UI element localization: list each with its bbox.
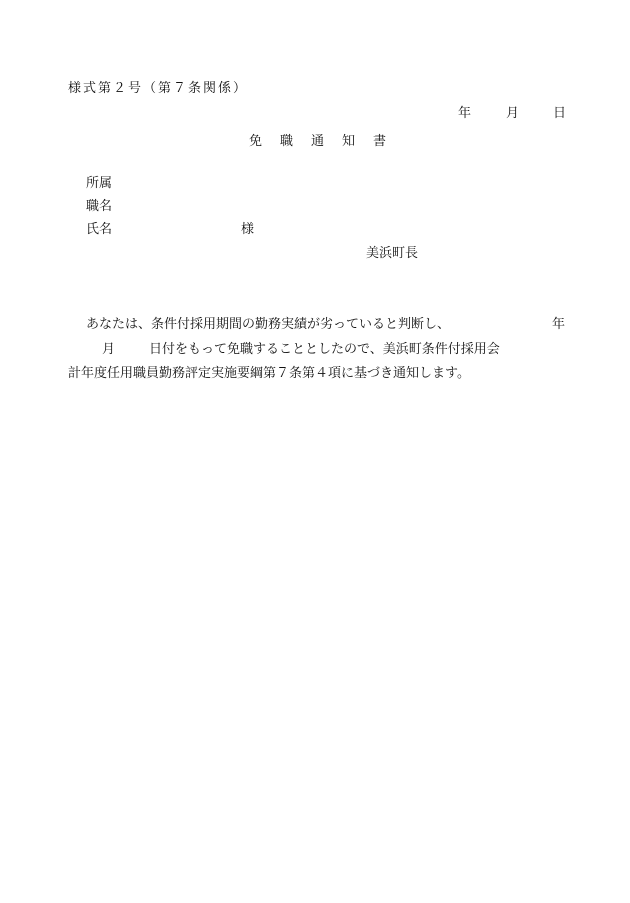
date-year: 年 (458, 106, 472, 121)
name-label: 氏名 (86, 222, 113, 237)
issuer: 美浜町長 (366, 246, 419, 261)
title-char: 職 (280, 134, 294, 149)
title-char: 通 (311, 134, 325, 149)
body-line-3: 計年度任用職員勤務評定実施要綱第７条第４項に基づき通知します。 (68, 366, 470, 381)
title-char: 免 (249, 134, 263, 149)
affiliation-label: 所属 (86, 176, 113, 191)
date-month: 月 (506, 106, 520, 121)
body-line-2-month: 月 (102, 342, 116, 357)
honorific: 様 (241, 222, 255, 237)
body-line-2: 日付をもって免職することとしたので、美浜町条件付採用会 (149, 342, 500, 357)
form-label: 様式第２号（第７条関係） (68, 81, 249, 96)
body-line-1: あなたは、条件付採用期間の勤務実績が劣っていると判断し、 (86, 317, 451, 332)
title-char: 書 (373, 134, 387, 149)
title-char: 知 (342, 134, 356, 149)
position-label: 職名 (86, 199, 113, 214)
date-day: 日 (553, 106, 567, 121)
body-line-1-year: 年 (552, 317, 566, 332)
